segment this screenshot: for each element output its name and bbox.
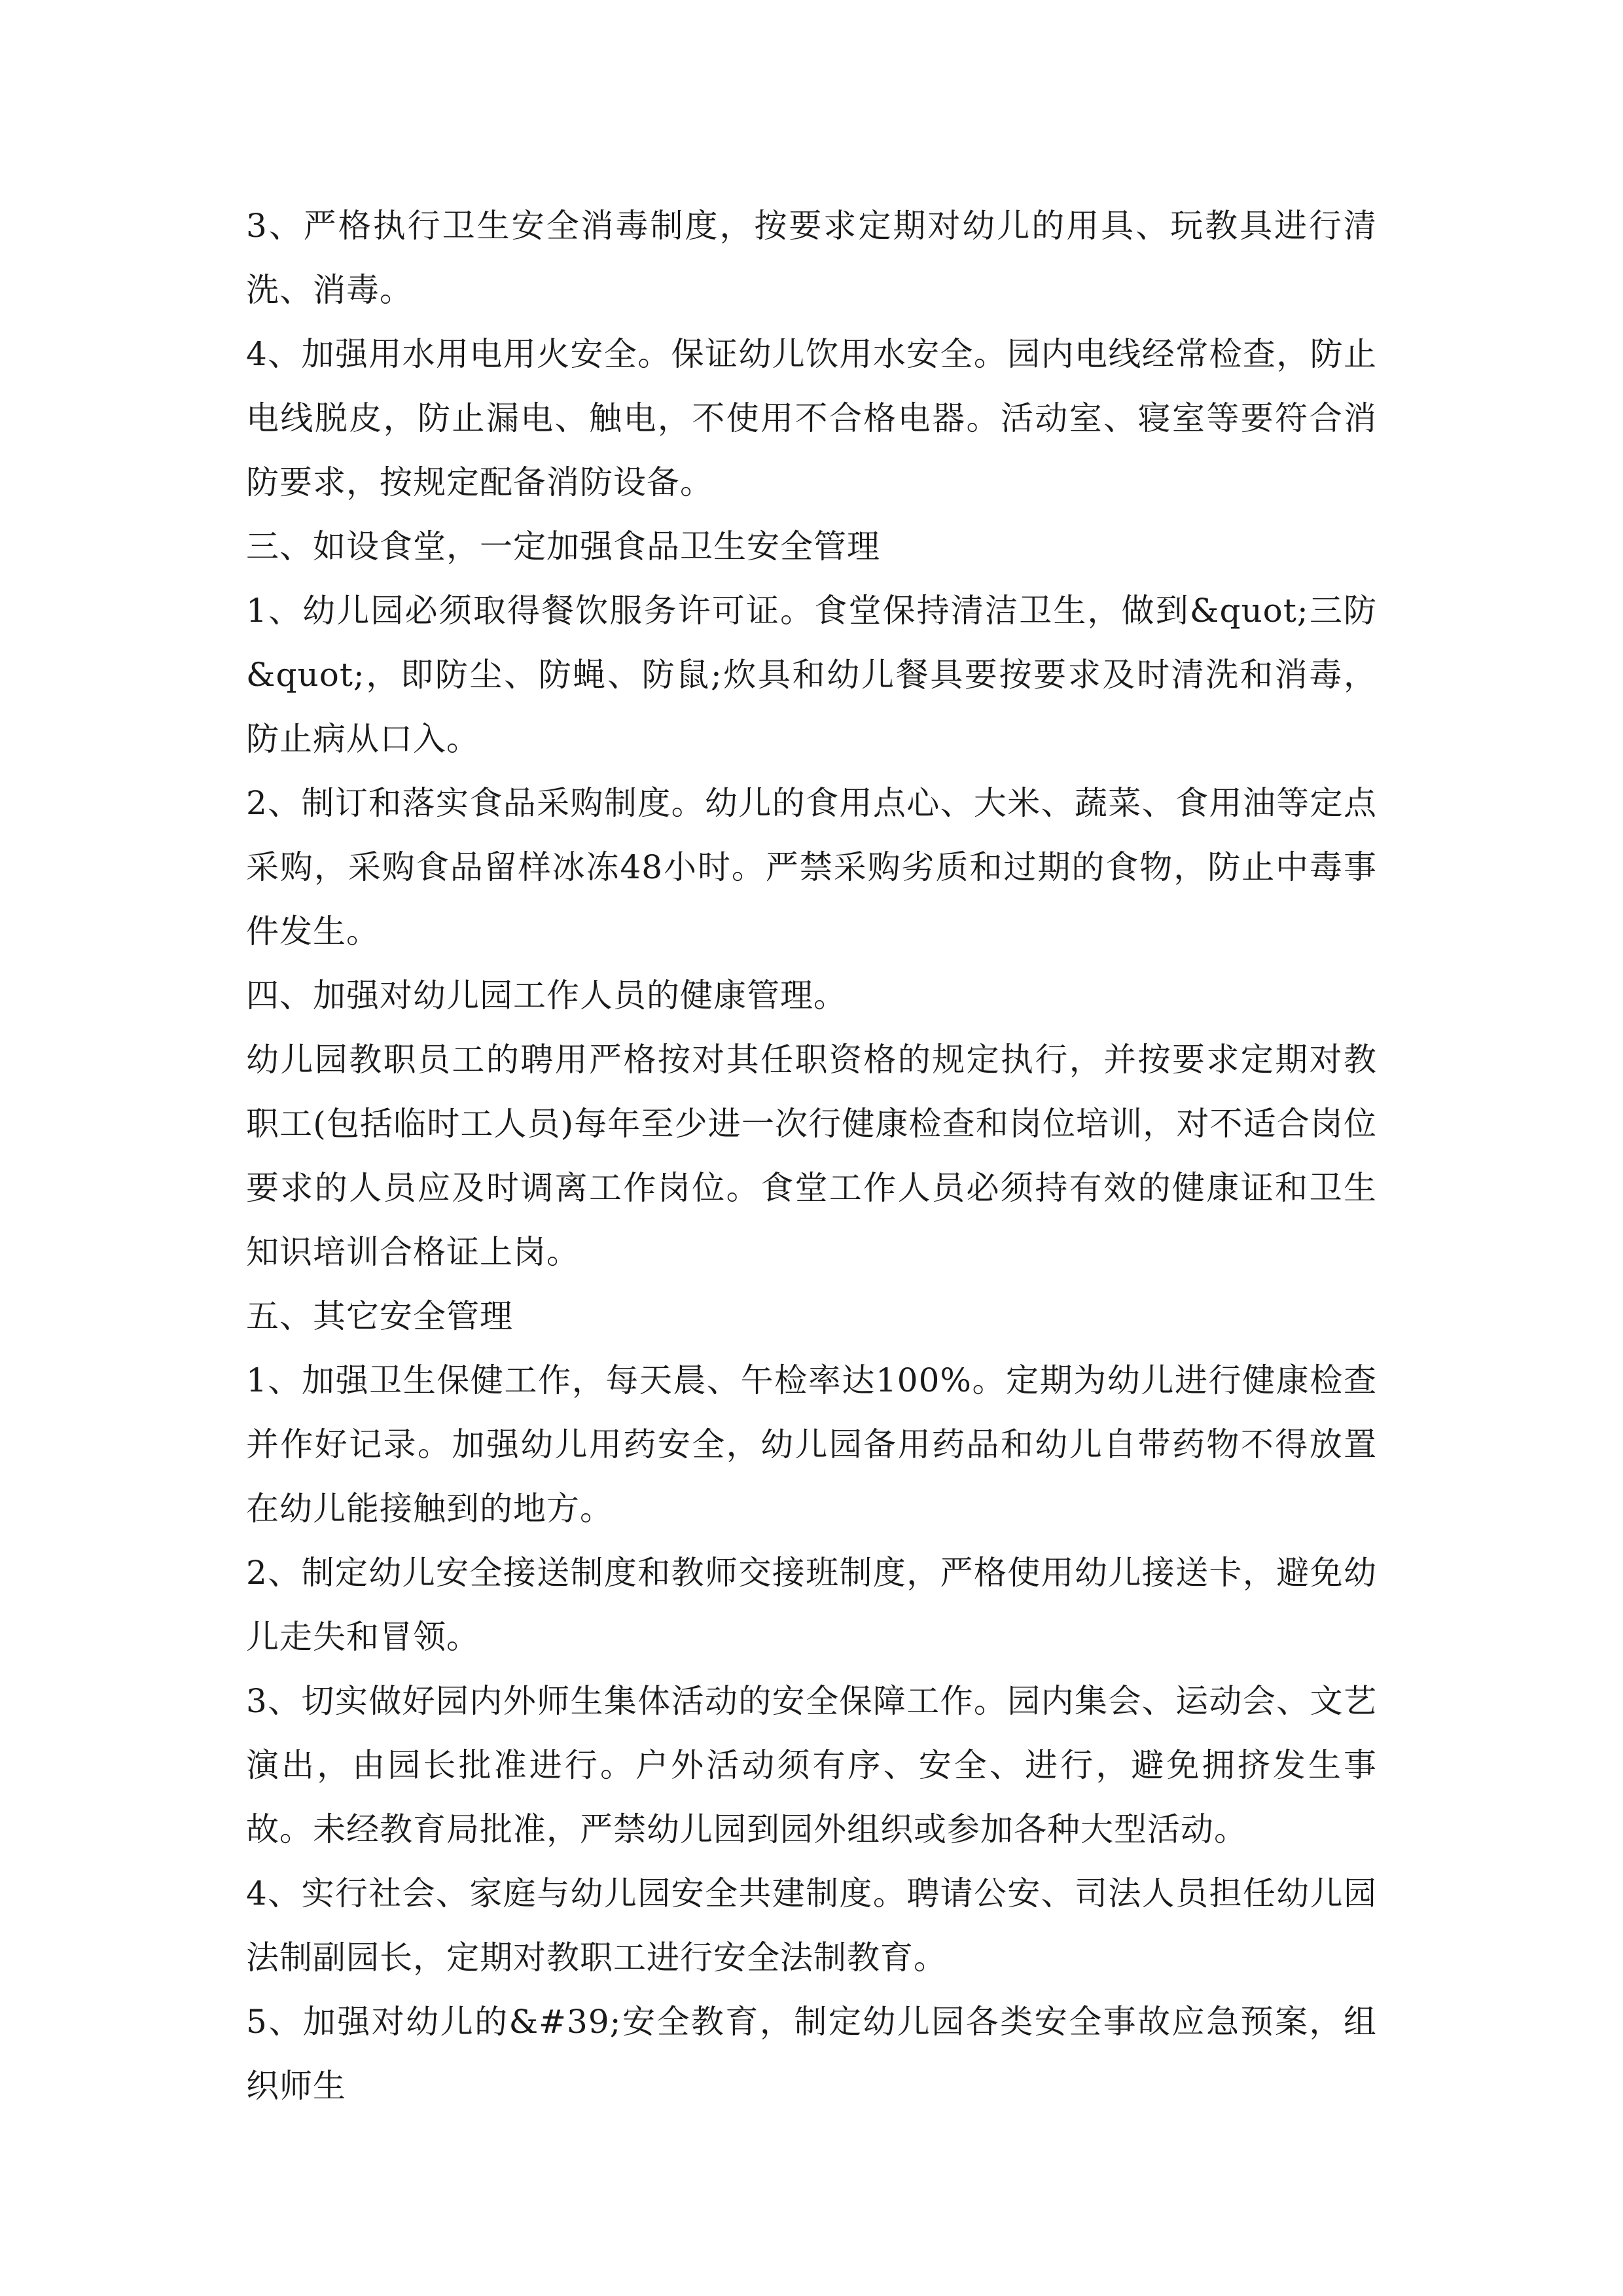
paragraph-food-procurement: 2、制订和落实食品采购制度。幼儿的食用点心、大米、蔬菜、食用油等定点采购，采购食品留样冰冻48小时。严禁采购劣质和过期的食物，防止中毒事件发生。 (246, 784, 1377, 950)
section-heading-staff-health: 四、加强对幼儿园工作人员的健康管理。 (246, 977, 847, 1014)
paragraph-health-care: 1、加强卫生保健工作，每天晨、午检率达100%。定期为幼儿进行健康检查并作好记录。加强幼儿用药安全，幼儿园备用药品和幼儿自带药物不得放置在幼儿能接触到的地方。 (246, 1361, 1377, 1528)
paragraph-safety-education: 5、加强对幼儿的&#39;安全教育，制定幼儿园各类安全事故应急预案，组织师生 (246, 2003, 1377, 2105)
paragraph-water-electric-fire-safety: 4、加强用水用电用火安全。保证幼儿饮用水安全。园内电线经常检查，防止电线脱皮，防止漏电、触电，不使用不合格电器。活动室、寝室等要符合消防要求，按规定配备消防设备。 (246, 335, 1377, 501)
paragraph-pickup-system: 2、制定幼儿安全接送制度和教师交接班制度，严格使用幼儿接送卡，避免幼儿走失和冒领。 (246, 1554, 1377, 1656)
document-body (246, 194, 1377, 2118)
paragraph-disinfection: 3、严格执行卫生安全消毒制度，按要求定期对幼儿的用具、玩教具进行清洗、消毒。 (246, 207, 1377, 309)
section-heading-canteen: 三、如设食堂，一定加强食品卫生安全管理 (246, 528, 880, 565)
paragraph-community-safety: 4、实行社会、家庭与幼儿园安全共建制度。聘请公安、司法人员担任幼儿园法制副园长，定期对教职工进行安全法制教育。 (246, 1874, 1377, 1977)
paragraph-group-activities: 3、切实做好园内外师生集体活动的安全保障工作。园内集会、运动会、文艺演出，由园长批准进行。户外活动须有序、安全、进行，避免拥挤发生事故。未经教育局批准，严禁幼儿园到园外组织或参加各种大型活动。 (246, 1682, 1377, 1848)
paragraph-staff-health: 幼儿园教职员工的聘用严格按对其任职资格的规定执行，并按要求定期对教职工(包括临时工人员)每年至少进一次行健康检查和岗位培训，对不适合岗位要求的人员应及时调离工作岗位。食堂工作人员必须持有效的健康证和卫生知识培训合格证上岗。 (246, 1041, 1377, 1271)
section-heading-other-safety: 五、其它安全管理 (246, 1297, 513, 1335)
paragraph-catering-license: 1、幼儿园必须取得餐饮服务许可证。食堂保持清洁卫生，做到&quot;三防&quot;，即防尘、防蝇、防鼠;炊具和幼儿餐具要按要求及时清洗和消毒，防止病从口入。 (246, 592, 1377, 758)
